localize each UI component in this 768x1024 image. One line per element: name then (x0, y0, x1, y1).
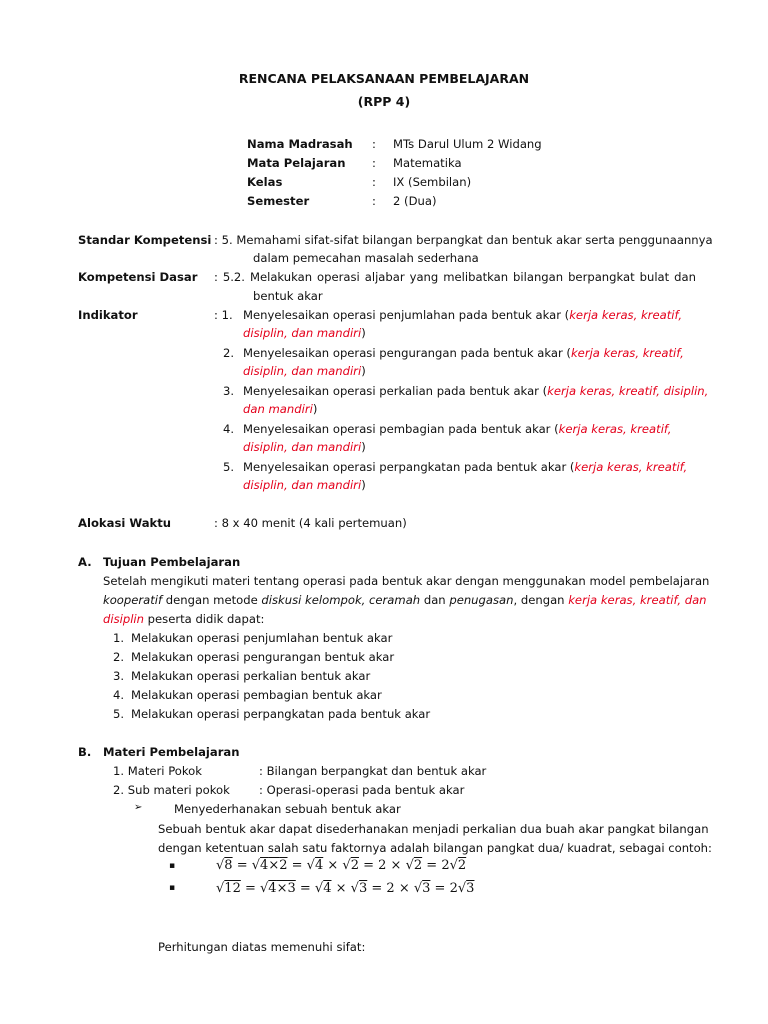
list-item: Melakukan operasi pengurangan bentuk akar (131, 650, 395, 664)
identity-colon: : (372, 175, 376, 189)
indikator-item: Menyelesaikan operasi pengurangan pada bentuk akar (kerja keras, kreatif, (243, 346, 684, 360)
indikator-num: 4. (223, 422, 235, 436)
section-b-letter: B. (78, 745, 92, 759)
identity-label: Mata Pelajaran (247, 156, 346, 170)
sk-label: Standar Kompetensi (78, 233, 212, 247)
indikator-item: Menyelesaikan operasi perpangkatan pada bentuk akar (kerja keras, kreatif, (243, 460, 688, 474)
indikator-label: Indikator (78, 308, 138, 322)
section-a-letter: A. (78, 555, 92, 569)
alokasi-label: Alokasi Waktu (78, 516, 172, 530)
materi-paragraph: Sebuah bentuk akar dapat disederhanakan menjadi perkalian dua buah akar pangkat bilangan (158, 822, 709, 836)
kd-text: : 5.2. Melakukan operasi aljabar yang melibatkan bilangan berpangkat bulat dan (214, 270, 696, 284)
identity-colon: : (372, 194, 376, 208)
identity-label: Nama Madrasah (247, 137, 353, 151)
document-title: RENCANA PELAKSANAAN PEMBELAJARAN (238, 71, 530, 86)
indikator-item: Menyelesaikan operasi pembagian pada bentuk akar (kerja keras, kreatif, (243, 422, 672, 436)
indikator-item-cont: dan mandiri) (243, 402, 318, 416)
document-subtitle: (RPP 4) (357, 94, 411, 109)
indikator-num: 5. (223, 460, 235, 474)
identity-label: Kelas (247, 175, 283, 189)
identity-label: Semester (247, 194, 310, 208)
list-num: 1. (113, 631, 125, 645)
alokasi-value: : 8 x 40 menit (4 kali pertemuan) (214, 516, 407, 530)
square-bullet-icon: ▪ (169, 861, 176, 871)
materi-value: : Operasi-operasi pada bentuk akar (259, 783, 465, 797)
math-example: √8 = √4×2 = √4 × √2 = 2 × √2 = 2√2 (216, 858, 467, 873)
identity-value: 2 (Dua) (393, 194, 437, 208)
materi-paragraph-cont: dengan ketentuan salah satu faktornya adalah bilangan pangkat dua/ kuadrat, sebagai contoh: (158, 841, 712, 855)
indikator-item-cont: disiplin, dan mandiri) (243, 440, 366, 454)
arrow-bullet-icon: ➢ (134, 802, 143, 813)
list-num: 2. (113, 650, 125, 664)
square-bullet-icon: ▪ (169, 883, 176, 893)
list-item: Melakukan operasi perkalian bentuk akar (131, 669, 371, 683)
identity-colon: : (372, 156, 376, 170)
indikator-item-cont: disiplin, dan mandiri) (243, 364, 366, 378)
section-a-paragraph-cont: kooperatif dengan metode diskusi kelompok, ceramah dan penugasan, dengan kerja keras, kreatif, dan (103, 593, 707, 607)
kd-text-cont: bentuk akar (253, 289, 323, 303)
list-num: 3. (113, 669, 125, 683)
section-a-heading: Tujuan Pembelajaran (103, 555, 241, 569)
indikator-item: Menyelesaikan operasi penjumlahan pada bentuk akar (kerja keras, kreatif, (243, 308, 683, 322)
math-example: √12 = √4×3 = √4 × √3 = 2 × √3 = 2√3 (216, 881, 475, 896)
indikator-num: : 1. (214, 308, 233, 322)
list-item: Melakukan operasi pembagian bentuk akar (131, 688, 382, 702)
identity-value: IX (Sembilan) (393, 175, 472, 189)
list-item: Melakukan operasi perpangkatan pada bentuk akar (131, 707, 431, 721)
footer-text: Perhitungan diatas memenuhi sifat: (158, 940, 366, 954)
list-num: 4. (113, 688, 125, 702)
subtopic-heading: Menyederhanakan sebuah bentuk akar (174, 802, 401, 816)
indikator-item: Menyelesaikan operasi perkalian pada bentuk akar (kerja keras, kreatif, disiplin, (243, 384, 709, 398)
sk-text: : 5. Memahami sifat-sifat bilangan berpangkat dan bentuk akar serta penggunaannya (214, 233, 713, 247)
identity-value: MTs Darul Ulum 2 Widang (393, 137, 542, 151)
materi-label: 2. Sub materi pokok (113, 783, 230, 797)
section-a-paragraph: Setelah mengikuti materi tentang operasi pada bentuk akar dengan menggunakan model pembelajaran (103, 574, 710, 588)
identity-colon: : (372, 137, 376, 151)
identity-value: Matematika (393, 156, 462, 170)
indikator-num: 2. (223, 346, 235, 360)
kd-label: Kompetensi Dasar (78, 270, 198, 284)
list-item: Melakukan operasi penjumlahan bentuk akar (131, 631, 393, 645)
list-num: 5. (113, 707, 125, 721)
section-a-paragraph-end: disiplin peserta didik dapat: (103, 612, 265, 626)
sk-text-cont: dalam pemecahan masalah sederhana (253, 251, 479, 265)
materi-label: 1. Materi Pokok (113, 764, 202, 778)
materi-value: : Bilangan berpangkat dan bentuk akar (259, 764, 487, 778)
section-b-heading: Materi Pembelajaran (103, 745, 240, 759)
indikator-item-cont: disiplin, dan mandiri) (243, 326, 366, 340)
indikator-item-cont: disiplin, dan mandiri) (243, 478, 366, 492)
indikator-num: 3. (223, 384, 235, 398)
